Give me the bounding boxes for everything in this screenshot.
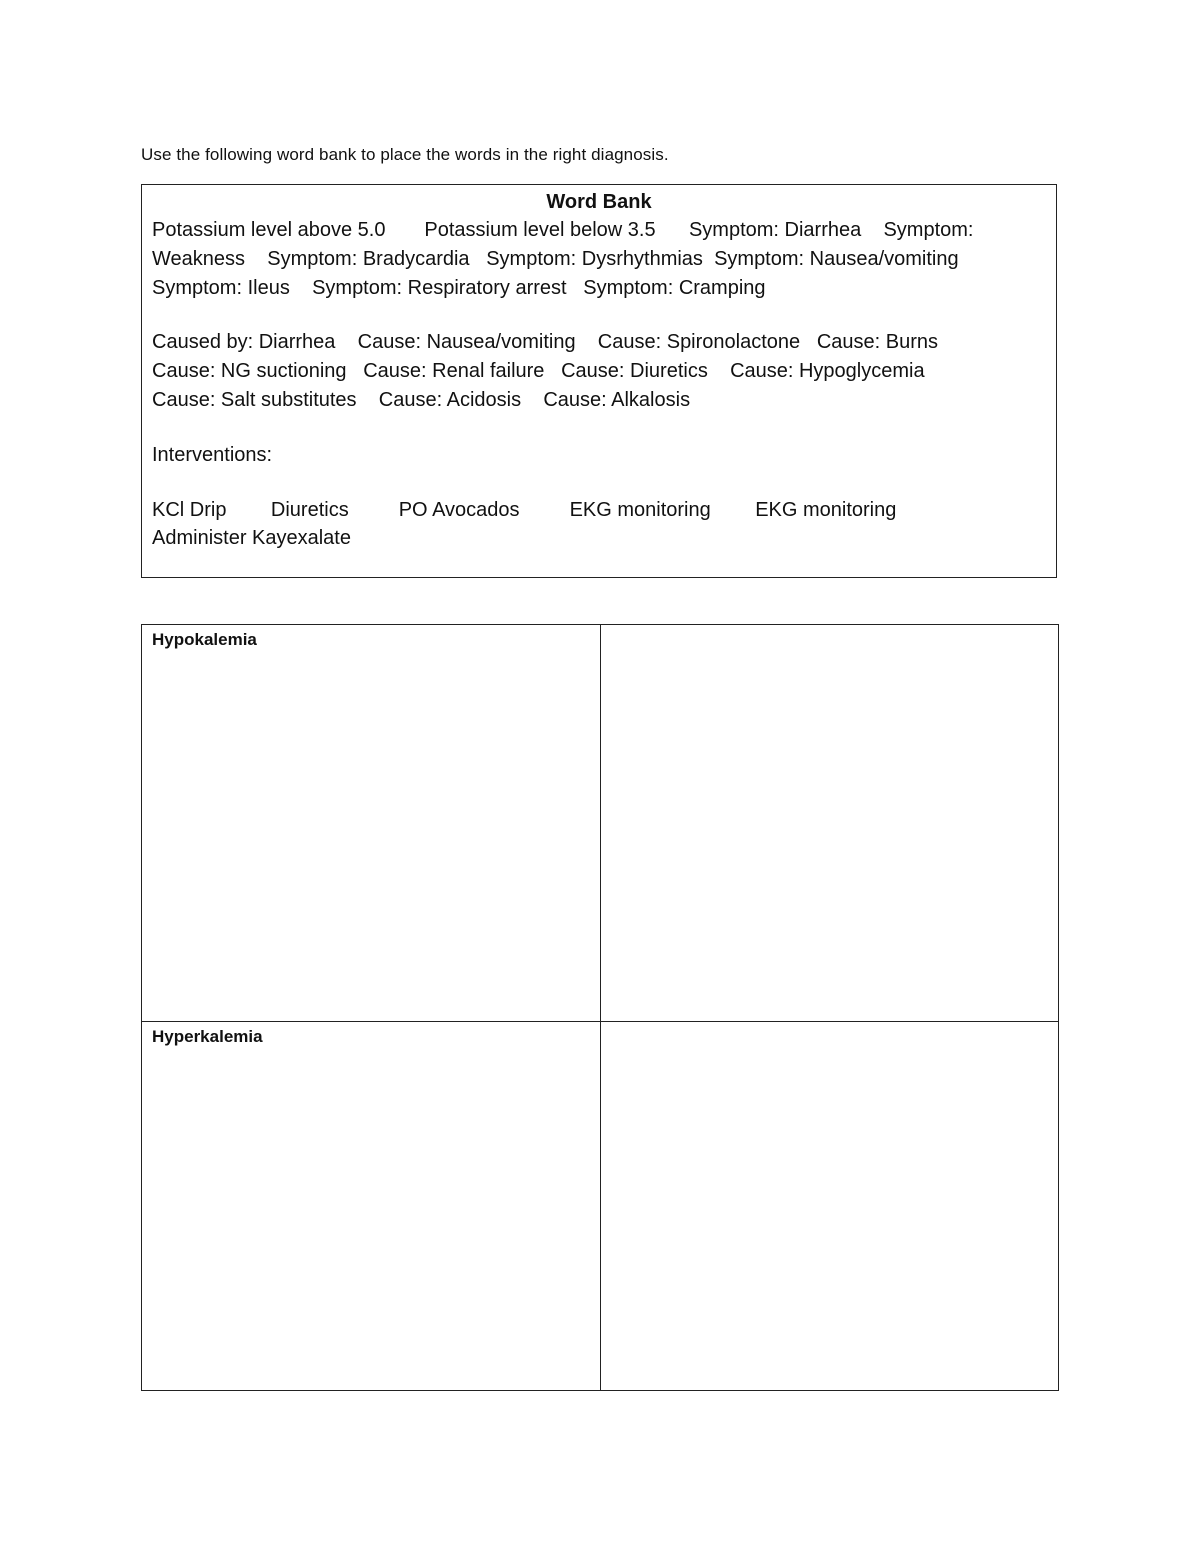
word-bank-term[interactable]: EKG monitoring (569, 498, 711, 521)
interventions-label: Interventions: (152, 443, 273, 466)
word-bank-line (152, 496, 1046, 525)
instruction-text: Use the following word bank to place the words in the right diagnosis. (141, 145, 669, 164)
word-bank-term[interactable]: Symptom: Respiratory arrest (312, 276, 567, 299)
hyperkalemia-answer-cell[interactable] (601, 1022, 1058, 1390)
word-bank-term[interactable]: Cause: Alkalosis (543, 388, 691, 411)
word-bank-term[interactable]: PO Avocados (398, 498, 520, 521)
word-bank-term[interactable]: Symptom: Ileus (152, 276, 290, 299)
word-bank-term[interactable]: Symptom: Nausea/vomiting (714, 247, 959, 270)
word-bank-term[interactable]: Symptom: Dysrhythmias (486, 247, 703, 270)
word-bank-term[interactable]: Symptom: Diarrhea (688, 219, 862, 241)
word-bank-line (152, 274, 1046, 303)
hyperkalemia-label: Hyperkalemia (152, 1027, 263, 1046)
hypokalemia-cell[interactable] (142, 625, 601, 1022)
word-bank-line (152, 357, 1046, 386)
word-bank-line (152, 328, 1046, 357)
word-bank-term[interactable]: Cause: Diuretics (561, 360, 708, 383)
word-bank-term[interactable]: Cause: Hypoglycemia (730, 360, 925, 383)
word-bank-line (152, 245, 1046, 274)
hyperkalemia-cell[interactable] (142, 1022, 601, 1390)
word-bank-term[interactable]: EKG monitoring (755, 498, 897, 521)
word-bank-line (152, 216, 1046, 245)
word-bank-term[interactable]: Cause: Salt substitutes (152, 388, 357, 411)
word-bank-term[interactable]: Caused by: Diarrhea (152, 331, 336, 354)
word-bank-line (152, 386, 1046, 415)
word-bank-term[interactable]: Cause: NG suctioning (152, 360, 347, 383)
word-bank-term[interactable]: Symptom: Bradycardia (267, 247, 470, 270)
word-bank-term[interactable]: Cause: Burns (816, 331, 938, 354)
word-bank-term[interactable]: Potassium level above 5.0 (152, 219, 386, 241)
word-bank-term[interactable]: Symptom: Cramping (583, 276, 766, 299)
word-bank-term[interactable]: Cause: Renal failure (363, 360, 545, 383)
word-bank-line (152, 524, 1046, 553)
hypokalemia-answer-cell[interactable] (601, 625, 1058, 1022)
word-bank-term[interactable]: Weakness (152, 247, 246, 270)
word-bank-term[interactable]: Symptom: (883, 219, 974, 241)
hypokalemia-label: Hypokalemia (152, 630, 257, 649)
diagnosis-table (141, 624, 1059, 1391)
word-bank-term[interactable]: Potassium level below 3.5 (424, 219, 656, 241)
word-bank-term[interactable]: Cause: Spironolactone (597, 331, 801, 354)
word-bank-term[interactable]: KCl Drip (152, 498, 227, 521)
word-bank-term[interactable]: Cause: Nausea/vomiting (357, 331, 576, 354)
word-bank-term[interactable]: Cause: Acidosis (378, 388, 522, 411)
word-bank-term[interactable]: Administer Kayexalate (152, 527, 351, 550)
word-bank-term[interactable]: Diuretics (270, 498, 349, 521)
word-bank-title: Word Bank (546, 191, 652, 213)
word-bank-box (141, 184, 1057, 578)
